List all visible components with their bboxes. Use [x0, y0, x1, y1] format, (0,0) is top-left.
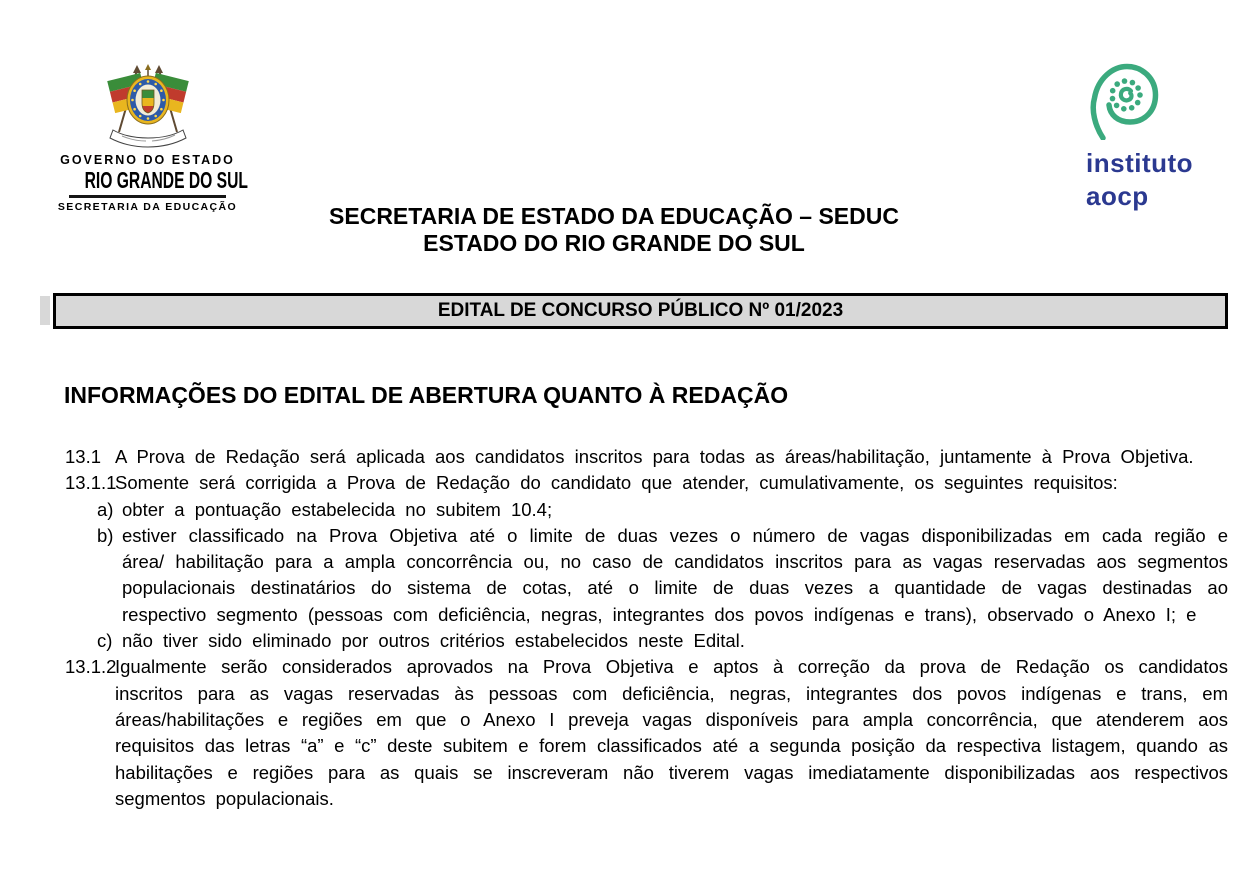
subitem-text: não tiver sido eliminado por outros critérios estabelecidos neste Edital.: [122, 630, 745, 652]
title-line2: ESTADO DO RIO GRANDE DO SUL: [423, 230, 805, 256]
subitem-b: [65, 523, 1228, 628]
section-heading: INFORMAÇÕES DO EDITAL DE ABERTURA QUANTO À REDAÇÃO: [64, 382, 789, 408]
gov-logo-divider: [69, 195, 226, 198]
gov-logo-line2: RIO GRANDE DO SUL: [84, 167, 248, 193]
subitem-label: b): [97, 524, 114, 546]
subitem-label: a): [97, 498, 114, 520]
aocp-logo-line1: instituto: [1086, 148, 1194, 178]
aocp-spiral-icon: [1088, 60, 1162, 140]
edital-banner: [53, 293, 1228, 329]
clause-text: Somente será corrigida a Prova de Redação do candidato que atender, cumulativamente, os seguintes requisitos:: [115, 472, 1118, 494]
clause-13-1-2: [65, 654, 1228, 812]
gov-logo-line3: SECRETARIA DA EDUCAÇÃO: [57, 201, 238, 213]
title-line1: SECRETARIA DE ESTADO DA EDUCAÇÃO – SEDUC: [329, 203, 899, 229]
banner-text: EDITAL DE CONCURSO PÚBLICO Nº 01/2023: [437, 300, 844, 321]
gov-logo-line1: GOVERNO DO ESTADO: [60, 153, 235, 167]
subitem-label: c): [97, 630, 113, 652]
rs-coat-of-arms-icon: [103, 64, 193, 148]
subitem-text: obter a pontuação estabelecida no subitem 10.4;: [122, 498, 553, 520]
document-title: [0, 203, 1242, 257]
aocp-logo-line2: aocp: [1086, 181, 1149, 211]
clause-number: 13.1.1: [65, 472, 117, 494]
clause-text: A Prova de Redação será aplicada aos candidatos inscritos para todas as áreas/habilitação, juntamente à Prova Objetiva.: [115, 446, 1194, 467]
subitem-a: [65, 497, 1228, 523]
instituto-aocp-logo: [1086, 60, 1236, 213]
banner-left-strip: [40, 296, 50, 325]
clause-13-1: [65, 444, 1228, 470]
clause-13-1-1: [65, 470, 1228, 496]
subitem-text: estiver classificado na Prova Objetiva até o limite de duas vezes o número de vagas disponibilizadas em cada região e área/ habilitação para a ampla concorrência ou, no caso de candidatos inscritos para as vagas reservadas aos segmentos populacionais destinatários do sistema de cotas, até o limite de duas vezes a quantidade de vagas destinadas ao respectivo segmento (pessoas com deficiência, negras, integrantes dos povos indígenas e trans), observado o Anexo I; e: [122, 524, 1228, 625]
subitem-c: [65, 628, 1228, 654]
clause-number: 13.1.2: [65, 656, 117, 678]
clause-text: Igualmente serão considerados aprovados na Prova Objetiva e aptos à correção da prova de Redação os candidatos inscritos para as vagas reservadas às pessoas com deficiência, negras, integrantes dos povos indígenas e trans, em áreas/habilitações e regiões em que o Anexo I preveja vagas disponíveis para ampla concorrência, que atenderem aos requisitos das letras “a” e “c” deste subitem e forem classificados até a segunda posição da respectiva listagem, quando as habilitações e regiões para as quais se inscreveram não tiverem vagas imediatamente disponibilizadas aos respectivos segmentos populacionais.: [115, 656, 1228, 809]
gov-rs-logo: [55, 64, 248, 213]
clause-number: 13.1: [65, 446, 102, 467]
document-body: [65, 444, 1228, 812]
